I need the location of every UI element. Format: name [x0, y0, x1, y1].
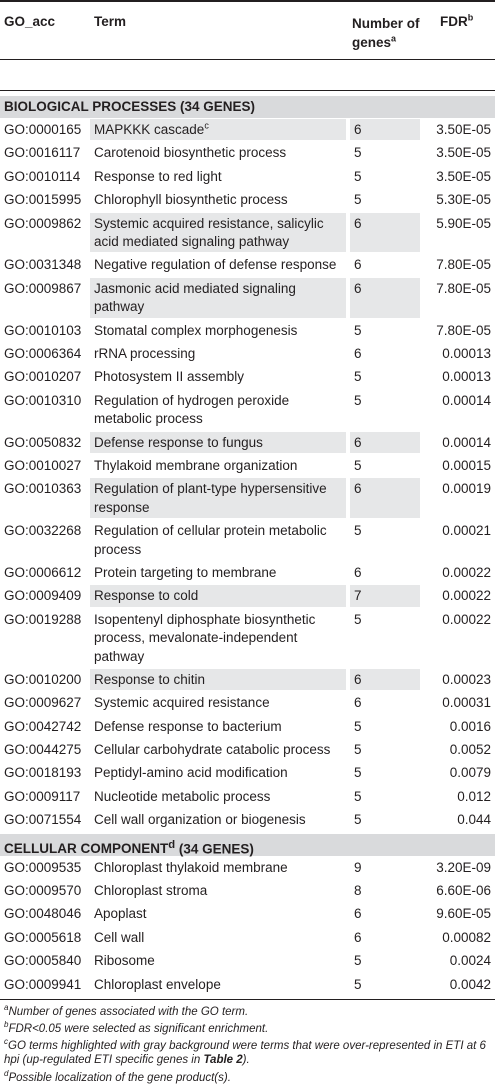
fdr-value: 3.50E-05 — [436, 145, 491, 161]
table-row — [0, 213, 495, 255]
go-term: Cell wall organization or biogenesis — [94, 812, 306, 828]
go-term: Regulation of hydrogen peroxide metabolic process — [94, 392, 290, 427]
footnote-c — [4, 1039, 491, 1067]
gene-count: 5 — [354, 765, 362, 781]
table-rule — [0, 90, 495, 91]
go-accession: GO:0010363 — [4, 481, 82, 497]
fdr-value: 3.50E-05 — [436, 168, 491, 184]
go-accession: GO:0009941 — [4, 976, 82, 992]
gene-count: 5 — [354, 168, 362, 184]
table-row — [0, 927, 495, 950]
go-accession: GO:0044275 — [4, 742, 82, 757]
gene-count: 5 — [354, 788, 362, 804]
table-row — [0, 585, 495, 608]
go-accession: GO:0048046 — [4, 906, 82, 922]
go-term: Carotenoid biosynthetic process — [94, 145, 287, 161]
go-term: Negative regulation of defense response — [94, 257, 337, 273]
gene-count: 6 — [354, 929, 362, 945]
gene-count: 5 — [354, 145, 362, 161]
table-row — [0, 390, 495, 432]
fdr-value: 0.00082 — [442, 929, 491, 945]
gene-count: 5 — [354, 523, 362, 539]
go-accession: GO:0019288 — [4, 611, 82, 627]
table-row — [0, 142, 495, 165]
fdr-value: 3.20E-09 — [436, 859, 491, 875]
go-accession: GO:0042742 — [4, 718, 82, 734]
gene-count: 9 — [354, 859, 362, 875]
footnote-a — [4, 1005, 491, 1019]
go-accession: GO:0016117 — [4, 145, 81, 161]
table-row — [0, 278, 495, 320]
gene-count: 8 — [354, 883, 362, 898]
fdr-value: 0.044 — [457, 812, 491, 828]
table-row — [0, 119, 495, 142]
table-row — [0, 366, 495, 389]
fdr-value: 3.50E-05 — [436, 122, 491, 137]
gene-count: 6 — [354, 695, 362, 711]
footnote-mark: b — [4, 1020, 9, 1030]
go-enrichment-table — [0, 0, 495, 59]
go-accession: GO:0010027 — [4, 458, 82, 473]
go-term: Defense response to fungus — [90, 432, 346, 453]
table-row — [0, 903, 495, 926]
go-accession: GO:0009862 — [4, 215, 82, 231]
go-term: Regulation of plant-type hypersensitive response — [90, 478, 346, 518]
go-accession: GO:0010114 — [4, 168, 81, 184]
fdr-value: 0.00022 — [442, 588, 491, 604]
gene-count: 5 — [354, 392, 362, 408]
table-row — [0, 716, 495, 739]
go-term: Peptidyl-amino acid modification — [94, 765, 288, 781]
table-row — [0, 974, 495, 997]
footnote-mark: a — [4, 1003, 9, 1013]
gene-count: 6 — [354, 906, 362, 922]
go-accession: GO:0018193 — [4, 765, 82, 781]
go-accession: GO:0009570 — [4, 883, 82, 898]
go-term: Chloroplast stroma — [94, 883, 208, 898]
fdr-value: 0.00031 — [442, 695, 491, 711]
go-accession: GO:0071554 — [4, 812, 82, 828]
go-accession: GO:0009535 — [4, 859, 82, 875]
gene-count: 6 — [350, 278, 420, 318]
go-term: Response to red light — [94, 168, 222, 184]
table-rule — [0, 59, 495, 60]
gene-count: 5 — [354, 953, 362, 969]
table-row — [0, 950, 495, 973]
gene-count: 7 — [350, 585, 420, 606]
table-row — [0, 520, 495, 562]
go-accession: GO:0005618 — [4, 929, 82, 945]
header-num-sup: a — [391, 33, 397, 44]
fdr-value: 0.00022 — [442, 611, 491, 627]
go-term: Cell wall — [94, 929, 145, 945]
table-row — [0, 254, 495, 277]
header-term: Term — [94, 14, 127, 29]
go-term: Nucleotide metabolic process — [94, 788, 271, 804]
footnote-text-end: ). — [242, 1054, 250, 1066]
go-term: Defense response to bacterium — [94, 718, 282, 734]
go-accession: GO:0010200 — [4, 671, 82, 687]
footnote-mark: c — [4, 1037, 8, 1047]
table-row — [0, 189, 495, 212]
gene-count: 5 — [354, 369, 362, 385]
go-term: Ribosome — [94, 953, 155, 969]
fdr-value: 0.00023 — [442, 671, 491, 687]
fdr-value: 7.80E-05 — [436, 322, 491, 338]
fdr-value: 7.80E-05 — [436, 257, 491, 273]
gene-count: 5 — [354, 742, 362, 757]
footnote-text: Possible localization of the gene product(s). — [8, 1072, 231, 1084]
go-accession: GO:0000165 — [4, 122, 82, 137]
section-title-sup: d — [168, 838, 176, 851]
table-row — [0, 478, 495, 520]
fdr-value: 0.00021 — [442, 523, 491, 539]
go-accession: GO:0006612 — [4, 565, 82, 580]
go-accession: GO:0009117 — [4, 788, 81, 804]
header-fdr — [440, 14, 473, 29]
footnote-text: GO terms highlighted with gray background were terms that were over-represented in ETI at 6 hpi (up-regulated ETI specific genes in — [4, 1040, 486, 1066]
table-row — [0, 692, 495, 715]
table-row — [0, 762, 495, 785]
gene-count: 5 — [354, 976, 362, 992]
go-accession: GO:0015995 — [4, 192, 82, 208]
header-go-acc: GO_acc — [4, 14, 56, 29]
go-term: Protein targeting to membrane — [94, 565, 277, 580]
fdr-value: 0.0024 — [449, 953, 491, 969]
table-row — [0, 786, 495, 809]
fdr-value: 0.00019 — [442, 481, 491, 497]
gene-count: 6 — [350, 213, 420, 253]
gene-count: 6 — [350, 669, 420, 690]
fdr-value: 6.60E-06 — [436, 883, 491, 898]
fdr-value: 5.30E-05 — [436, 192, 491, 208]
table-row — [0, 669, 495, 692]
fdr-value: 0.0052 — [449, 742, 491, 757]
fdr-value: 0.00014 — [442, 434, 491, 450]
section-header-cellular-component — [0, 834, 495, 856]
go-accession: GO:0031348 — [4, 257, 82, 273]
go-accession: GO:0009627 — [4, 695, 82, 711]
gene-count: 5 — [354, 322, 362, 338]
go-accession: GO:0005840 — [4, 953, 82, 969]
fdr-value: 0.00015 — [442, 458, 491, 473]
fdr-value: 0.0042 — [449, 976, 491, 992]
fdr-value: 0.0016 — [449, 718, 491, 734]
go-accession: GO:0050832 — [4, 434, 82, 450]
table-row — [0, 857, 495, 880]
gene-count: 5 — [354, 812, 362, 828]
gene-count: 6 — [354, 346, 362, 361]
fdr-value: 0.00013 — [442, 346, 491, 361]
footnote-text: FDR<0.05 were selected as significant enrichment. — [8, 1023, 269, 1035]
table-header — [0, 0, 495, 59]
fdr-value: 0.00014 — [442, 392, 491, 408]
go-term: Jasmonic acid mediated signaling pathway — [90, 278, 346, 318]
fdr-value: 0.00022 — [442, 565, 491, 580]
go-term: Response to chitin — [90, 669, 346, 690]
table-row — [0, 739, 495, 762]
table-row — [0, 809, 495, 832]
table-row — [0, 432, 495, 455]
gene-count: 6 — [350, 119, 420, 140]
fdr-value: 0.0079 — [449, 765, 491, 781]
table-row — [0, 562, 495, 585]
go-accession: GO:0010103 — [4, 322, 82, 338]
table-row — [0, 343, 495, 366]
go-accession: GO:0006364 — [4, 346, 82, 361]
gene-count: 6 — [350, 478, 420, 518]
gene-count: 6 — [354, 257, 362, 273]
table-rule — [0, 999, 495, 1000]
table-row — [0, 880, 495, 903]
fdr-value: 9.60E-05 — [436, 906, 491, 922]
section-header-biological-processes — [0, 96, 495, 118]
footnote-b — [4, 1022, 491, 1036]
go-accession: GO:0009867 — [4, 280, 82, 296]
go-term: Isopentenyl diphosphate biosynthetic process, mevalonate-independent pathway — [94, 611, 316, 664]
go-term: rRNA processing — [94, 346, 196, 361]
table-row — [0, 320, 495, 343]
gene-count: 6 — [350, 432, 420, 453]
section-title-rest: (34 GENES) — [175, 841, 254, 857]
go-term: MAPKKK cascade$^c$ — [90, 119, 346, 140]
go-term: Systemic acquired resistance, salicylic acid mediated signaling pathway — [90, 213, 346, 253]
go-term: Systemic acquired resistance — [94, 695, 270, 711]
footnote-text: Number of genes associated with the GO term. — [8, 1006, 249, 1018]
go-accession: GO:0010207 — [4, 369, 82, 385]
go-term: Chlorophyll biosynthetic process — [94, 192, 288, 208]
gene-count: 5 — [354, 611, 362, 627]
go-term: Regulation of cellular protein metabolic process — [94, 523, 327, 557]
section-title: CELLULAR COMPONENT — [4, 841, 169, 857]
footnote-mark: d — [4, 1069, 9, 1079]
go-term: Stomatal complex morphogenesis — [94, 322, 298, 338]
go-term: Chloroplast envelope — [94, 976, 221, 992]
go-accession: GO:0032268 — [4, 523, 82, 539]
fdr-value: 0.00013 — [442, 369, 491, 385]
footnote-d — [4, 1071, 491, 1085]
gene-count: 5 — [354, 718, 362, 734]
header-number-of-genes: Number of genes$^a$ — [352, 16, 420, 50]
term-sup: c — [204, 120, 209, 131]
footnote-table-ref: Table 2 — [203, 1054, 243, 1066]
go-term: Thylakoid membrane organization — [94, 458, 298, 473]
gene-count: 5 — [354, 458, 362, 473]
fdr-value: 0.012 — [457, 788, 491, 804]
table-row — [0, 455, 495, 478]
gene-count: 6 — [354, 565, 362, 580]
fdr-value: 7.80E-05 — [436, 280, 491, 296]
header-fdr-sup: b — [467, 12, 474, 23]
go-term: Cellular carbohydrate catabolic process — [94, 742, 331, 757]
go-accession: GO:0009409 — [4, 588, 82, 604]
section-title: BIOLOGICAL PROCESSES (34 GENES) — [4, 99, 256, 114]
fdr-value: 5.90E-05 — [436, 215, 491, 231]
go-term: Chloroplast thylakoid membrane — [94, 859, 288, 875]
gene-count: 5 — [354, 192, 362, 208]
table-row — [0, 166, 495, 189]
header-fdr-label: FDR — [440, 14, 468, 29]
table-row — [0, 609, 495, 669]
go-accession: GO:0010310 — [4, 392, 82, 408]
go-term: Photosystem II assembly — [94, 369, 245, 385]
go-term: Response to cold — [90, 585, 346, 606]
go-term: Apoplast — [94, 906, 147, 922]
